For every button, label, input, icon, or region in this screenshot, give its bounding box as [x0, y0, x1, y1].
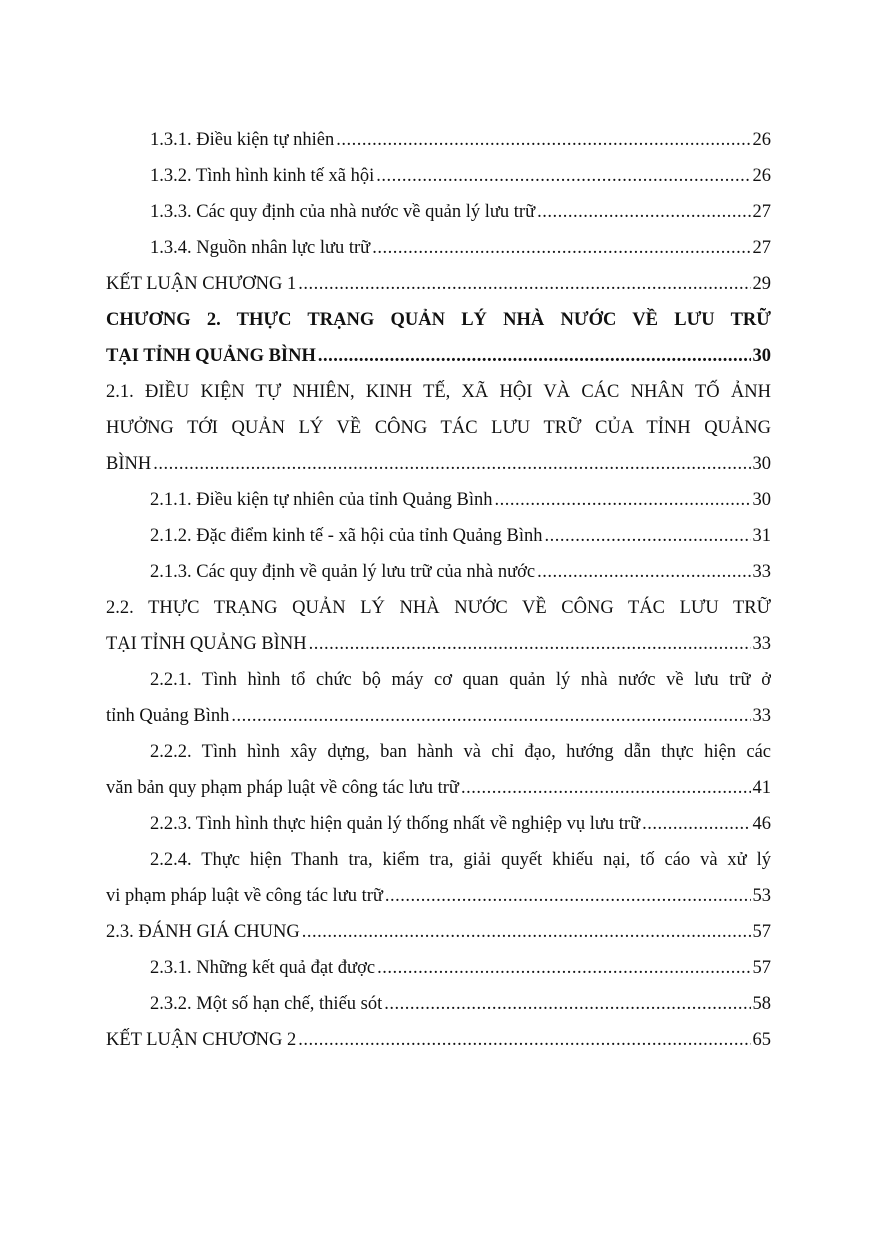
- toc-entry-2-1[interactable]: [106, 374, 771, 482]
- toc-entry-title-line: HƯỞNG TỚI QUẢN LÝ VỀ CÔNG TÁC LƯU TRỮ CỦA TỈNH QUẢNG: [106, 418, 771, 438]
- toc-page-number: 65: [752, 1030, 771, 1050]
- toc-page-number: 30: [752, 454, 771, 474]
- toc-page-number: 57: [752, 922, 771, 942]
- toc-entry-title: 2.1.2. Đặc điểm kinh tế - xã hội của tỉnh Quảng Bình: [150, 526, 543, 546]
- toc-entry-title: 2.1.1. Điều kiện tự nhiên của tỉnh Quảng Bình: [150, 490, 493, 510]
- toc-entry-title-line: 2.1. ĐIỀU KIỆN TỰ NHIÊN, KINH TẾ, XÃ HỘI VÀ CÁC NHÂN TỐ ẢNH: [106, 382, 771, 402]
- toc-page-number: 57: [752, 958, 771, 978]
- toc-entry-2-2-2[interactable]: [106, 734, 771, 806]
- dot-leader: [318, 338, 751, 374]
- toc-entry-2-1-2[interactable]: [106, 518, 771, 554]
- toc-entry-2-3-2[interactable]: [106, 986, 771, 1022]
- dot-leader: [461, 770, 751, 806]
- toc-entry-1-3-1[interactable]: [106, 122, 771, 158]
- toc-entry-title-line: 2.2. THỰC TRẠNG QUẢN LÝ NHÀ NƯỚC VỀ CÔNG TÁC LƯU TRỮ: [106, 598, 771, 618]
- toc-entry-title: 1.3.2. Tình hình kinh tế xã hội: [150, 166, 375, 186]
- toc-entry-title-line: 2.2.4. Thực hiện Thanh tra, kiểm tra, giải quyết khiếu nại, tố cáo và xử lý: [150, 850, 771, 870]
- dot-leader: [231, 698, 750, 734]
- dot-leader: [537, 194, 750, 230]
- toc-entry-title-line: văn bản quy phạm pháp luật về công tác lưu trữ: [106, 778, 459, 798]
- dot-leader: [298, 266, 750, 302]
- dot-leader: [385, 878, 751, 914]
- toc-entry-2-2[interactable]: [106, 590, 771, 662]
- toc-entry-title-line: 2.2.2. Tình hình xây dựng, ban hành và chỉ đạo, hướng dẫn thực hiện các: [150, 742, 771, 762]
- table-of-contents: [106, 122, 771, 1058]
- toc-page-number: 30: [752, 490, 771, 510]
- toc-entry-title-line: tỉnh Quảng Bình: [106, 706, 230, 726]
- toc-entry-title-line: TẠI TỈNH QUẢNG BÌNH: [106, 346, 316, 366]
- toc-page-number: 41: [752, 778, 771, 798]
- toc-entry-title: 2.3.2. Một số hạn chế, thiếu sót: [150, 994, 383, 1014]
- toc-entry-title-line: 2.2.1. Tình hình tổ chức bộ máy cơ quan quản lý nhà nước về lưu trữ ở: [150, 670, 771, 690]
- toc-page-number: 33: [752, 562, 771, 582]
- toc-entry-ket-luan-chuong-1[interactable]: [106, 266, 771, 302]
- dot-leader: [336, 122, 750, 158]
- toc-page-number: 27: [752, 202, 771, 222]
- toc-page-number: 58: [752, 994, 771, 1014]
- toc-entry-title: KẾT LUẬN CHƯƠNG 1: [106, 274, 297, 294]
- toc-page-number: 26: [752, 130, 771, 150]
- toc-entry-2-2-3[interactable]: [106, 806, 771, 842]
- toc-entry-title: 1.3.1. Điều kiện tự nhiên: [150, 130, 335, 150]
- toc-entry-title: KẾT LUẬN CHƯƠNG 2: [106, 1030, 297, 1050]
- dot-leader: [384, 986, 750, 1022]
- toc-entry-title: 1.3.3. Các quy định của nhà nước về quản lý lưu trữ: [150, 202, 536, 222]
- dot-leader: [376, 158, 750, 194]
- dot-leader: [298, 1022, 750, 1058]
- toc-page-number: 26: [752, 166, 771, 186]
- dot-leader: [494, 482, 750, 518]
- toc-entry-title: 1.3.4. Nguồn nhân lực lưu trữ: [150, 238, 371, 258]
- toc-entry-ket-luan-chuong-2[interactable]: [106, 1022, 771, 1058]
- toc-entry-2-2-1[interactable]: [106, 662, 771, 734]
- toc-entry-title: 2.3. ĐÁNH GIÁ CHUNG: [106, 922, 300, 942]
- toc-entry-2-1-3[interactable]: [106, 554, 771, 590]
- toc-entry-2-3[interactable]: [106, 914, 771, 950]
- toc-entry-1-3-4[interactable]: [106, 230, 771, 266]
- toc-entry-1-3-2[interactable]: [106, 158, 771, 194]
- toc-entry-chuong-2[interactable]: [106, 302, 771, 374]
- toc-page-number: 27: [752, 238, 771, 258]
- toc-page-number: 46: [752, 814, 771, 834]
- toc-entry-title: 2.2.3. Tình hình thực hiện quản lý thống nhất về nghiệp vụ lưu trữ: [150, 814, 641, 834]
- dot-leader: [377, 950, 750, 986]
- dot-leader: [309, 626, 751, 662]
- toc-page-number: 53: [752, 886, 771, 906]
- dot-leader: [642, 806, 750, 842]
- toc-entry-title-line: TẠI TỈNH QUẢNG BÌNH: [106, 634, 307, 654]
- toc-page-number: 33: [752, 634, 771, 654]
- toc-page-number: 30: [752, 346, 771, 366]
- toc-entry-title: 2.1.3. Các quy định về quản lý lưu trữ của nhà nước: [150, 562, 536, 582]
- toc-page-number: 29: [752, 274, 771, 294]
- toc-page-number: 31: [752, 526, 771, 546]
- dot-leader: [302, 914, 751, 950]
- toc-page-number: 33: [752, 706, 771, 726]
- toc-entry-2-1-1[interactable]: [106, 482, 771, 518]
- toc-entry-2-3-1[interactable]: [106, 950, 771, 986]
- dot-leader: [153, 446, 750, 482]
- toc-entry-title: 2.3.1. Những kết quả đạt được: [150, 958, 376, 978]
- toc-entry-2-2-4[interactable]: [106, 842, 771, 914]
- dot-leader: [372, 230, 750, 266]
- toc-entry-title-line: CHƯƠNG 2. THỰC TRẠNG QUẢN LÝ NHÀ NƯỚC VỀ LƯU TRỮ: [106, 310, 771, 330]
- dot-leader: [545, 518, 751, 554]
- toc-entry-title-line: vi phạm pháp luật về công tác lưu trữ: [106, 886, 383, 906]
- toc-entry-title-line: BÌNH: [106, 454, 152, 474]
- dot-leader: [537, 554, 750, 590]
- toc-entry-1-3-3[interactable]: [106, 194, 771, 230]
